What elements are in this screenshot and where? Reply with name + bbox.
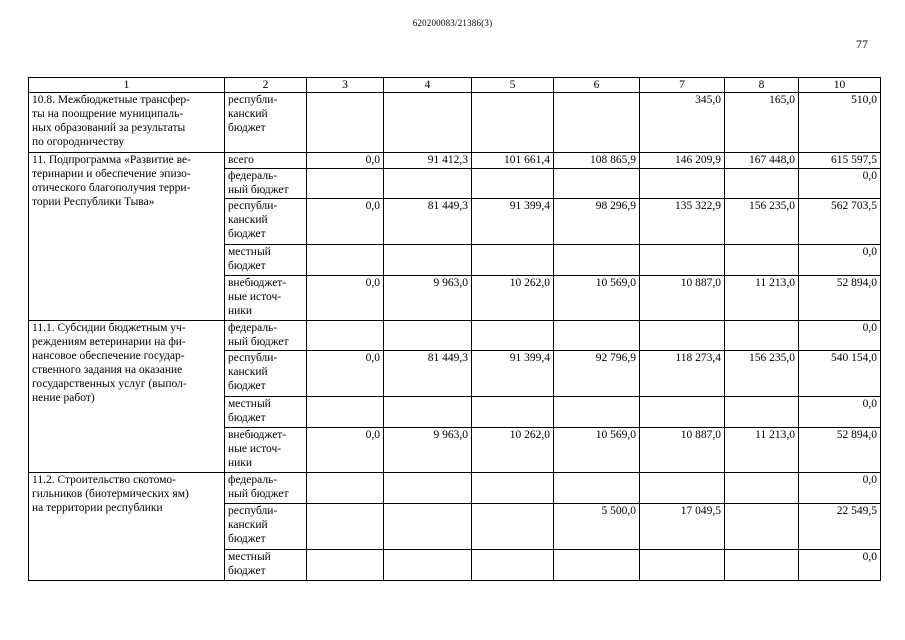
value-cell — [554, 93, 640, 153]
value-cell — [384, 321, 472, 351]
program-name-cell: 11. Подпрограмма «Развитие ве- теринарии и обеспечение эпизо- отического благополучия терри- тории Республики Тыва» — [29, 153, 225, 321]
value-cell — [472, 473, 554, 504]
value-cell — [384, 473, 472, 504]
value-cell — [307, 93, 384, 153]
value-cell: 615 597,5 — [799, 153, 881, 169]
value-cell: 0,0 — [307, 351, 384, 397]
value-cell: 0,0 — [307, 276, 384, 321]
funding-source-cell: федераль- ный бюджет — [225, 169, 307, 199]
value-cell: 98 296,9 — [554, 199, 640, 245]
value-cell — [384, 504, 472, 550]
value-cell: 562 703,5 — [799, 199, 881, 245]
value-cell — [554, 169, 640, 199]
value-cell — [725, 245, 799, 276]
value-cell — [472, 504, 554, 550]
column-header: 7 — [640, 78, 725, 93]
funding-source-cell: федераль- ный бюджет — [225, 473, 307, 504]
value-cell — [472, 169, 554, 199]
document-id: 620200083/21386(3) — [412, 18, 493, 28]
funding-source-cell: местный бюджет — [225, 550, 307, 581]
value-cell: 0,0 — [799, 550, 881, 581]
funding-source-cell: республи- канский бюджет — [225, 93, 307, 153]
value-cell — [554, 550, 640, 581]
value-cell: 135 322,9 — [640, 199, 725, 245]
value-cell: 91 412,3 — [384, 153, 472, 169]
value-cell — [554, 245, 640, 276]
value-cell: 10 569,0 — [554, 428, 640, 473]
table-row — [29, 153, 881, 169]
value-cell: 91 399,4 — [472, 351, 554, 397]
value-cell — [725, 397, 799, 428]
value-cell — [307, 550, 384, 581]
value-cell: 146 209,9 — [640, 153, 725, 169]
value-cell: 0,0 — [799, 169, 881, 199]
value-cell — [725, 473, 799, 504]
value-cell: 22 549,5 — [799, 504, 881, 550]
value-cell: 10 887,0 — [640, 428, 725, 473]
value-cell: 0,0 — [799, 473, 881, 504]
value-cell: 0,0 — [799, 245, 881, 276]
value-cell: 17 049,5 — [640, 504, 725, 550]
column-header: 4 — [384, 78, 472, 93]
value-cell: 0,0 — [799, 321, 881, 351]
funding-source-cell: местный бюджет — [225, 245, 307, 276]
value-cell: 11 213,0 — [725, 428, 799, 473]
value-cell: 108 865,9 — [554, 153, 640, 169]
value-cell — [554, 397, 640, 428]
value-cell — [472, 397, 554, 428]
value-cell — [725, 321, 799, 351]
value-cell — [640, 397, 725, 428]
value-cell — [384, 245, 472, 276]
column-header: 3 — [307, 78, 384, 93]
column-header: 8 — [725, 78, 799, 93]
value-cell — [472, 245, 554, 276]
value-cell: 165,0 — [725, 93, 799, 153]
value-cell: 101 661,4 — [472, 153, 554, 169]
value-cell: 156 235,0 — [725, 351, 799, 397]
value-cell: 10 262,0 — [472, 428, 554, 473]
value-cell: 91 399,4 — [472, 199, 554, 245]
value-cell — [472, 93, 554, 153]
value-cell: 10 262,0 — [472, 276, 554, 321]
column-header: 2 — [225, 78, 307, 93]
value-cell — [384, 397, 472, 428]
value-cell: 92 796,9 — [554, 351, 640, 397]
table-row — [29, 93, 881, 153]
funding-source-cell: федераль- ный бюджет — [225, 321, 307, 351]
value-cell: 345,0 — [640, 93, 725, 153]
value-cell — [554, 473, 640, 504]
program-name-cell: 11.2. Строительство скотомо- гильников (биотермических ям) на территории республики — [29, 473, 225, 581]
column-header: 1 — [29, 78, 225, 93]
value-cell — [307, 473, 384, 504]
value-cell — [384, 550, 472, 581]
value-cell: 10 887,0 — [640, 276, 725, 321]
value-cell: 118 273,4 — [640, 351, 725, 397]
budget-table — [28, 77, 881, 581]
value-cell: 9 963,0 — [384, 276, 472, 321]
value-cell — [472, 321, 554, 351]
value-cell — [640, 245, 725, 276]
funding-source-cell: всего — [225, 153, 307, 169]
funding-source-cell: республи- канский бюджет — [225, 199, 307, 245]
value-cell: 156 235,0 — [725, 199, 799, 245]
column-header: 10 — [799, 78, 881, 93]
value-cell: 0,0 — [307, 199, 384, 245]
funding-source-cell: внебюджет- ные источ- ники — [225, 276, 307, 321]
table-row — [29, 473, 881, 504]
page-number: 77 — [856, 37, 868, 51]
value-cell: 540 154,0 — [799, 351, 881, 397]
value-cell — [307, 169, 384, 199]
table-header-row — [29, 78, 881, 93]
value-cell — [307, 504, 384, 550]
funding-source-cell: местный бюджет — [225, 397, 307, 428]
program-name-cell: 10.8. Межбюджетные трансфер- ты на поощрение муниципаль- ных образований за результаты по огородничеству — [29, 93, 225, 153]
value-cell — [725, 504, 799, 550]
table-row — [29, 321, 881, 351]
value-cell — [307, 397, 384, 428]
value-cell: 0,0 — [307, 153, 384, 169]
value-cell: 5 500,0 — [554, 504, 640, 550]
value-cell — [307, 321, 384, 351]
value-cell — [384, 93, 472, 153]
column-header: 6 — [554, 78, 640, 93]
value-cell: 81 449,3 — [384, 351, 472, 397]
value-cell — [554, 321, 640, 351]
value-cell — [725, 550, 799, 581]
value-cell — [725, 169, 799, 199]
value-cell — [640, 473, 725, 504]
value-cell: 0,0 — [799, 397, 881, 428]
value-cell — [640, 169, 725, 199]
program-name-cell: 11.1. Субсидии бюджетным уч- реждениям ветеринарии на фи- нансовое обеспечение государ- ственного задания на оказание государственных услуг (выпол- нение работ) — [29, 321, 225, 473]
funding-source-cell: республи- канский бюджет — [225, 351, 307, 397]
value-cell: 52 894,0 — [799, 276, 881, 321]
value-cell: 167 448,0 — [725, 153, 799, 169]
value-cell: 10 569,0 — [554, 276, 640, 321]
value-cell — [307, 245, 384, 276]
funding-source-cell: внебюджет- ные источ- ники — [225, 428, 307, 473]
value-cell: 0,0 — [307, 428, 384, 473]
value-cell: 52 894,0 — [799, 428, 881, 473]
column-header: 5 — [472, 78, 554, 93]
funding-source-cell: республи- канский бюджет — [225, 504, 307, 550]
value-cell: 11 213,0 — [725, 276, 799, 321]
value-cell: 9 963,0 — [384, 428, 472, 473]
value-cell: 510,0 — [799, 93, 881, 153]
value-cell — [640, 550, 725, 581]
value-cell — [384, 169, 472, 199]
value-cell — [472, 550, 554, 581]
value-cell — [640, 321, 725, 351]
value-cell: 81 449,3 — [384, 199, 472, 245]
